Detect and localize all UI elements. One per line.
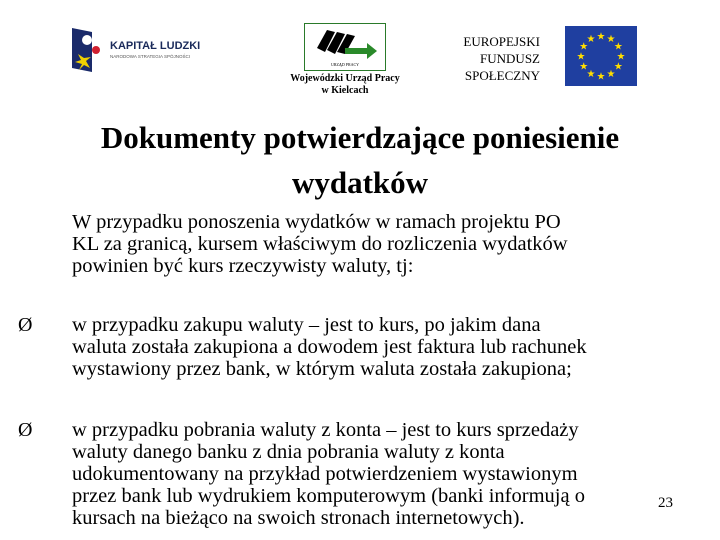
eu-star-icon: ★: [576, 51, 586, 63]
eu-star-icon: ★: [579, 41, 589, 53]
efs-line3: SPOŁECZNY: [464, 68, 540, 83]
eu-star-icon: ★: [579, 61, 589, 73]
intro-line: powinien być kurs rzeczywisty waluty, tj:: [72, 255, 414, 277]
eu-star-icon: ★: [613, 61, 623, 73]
bullet-line: w przypadku zakupu waluty – jest to kurs, po jakim dana: [72, 314, 541, 336]
bullet-line: waluta została zakupiona a dowodem jest faktura lub rachunek: [72, 336, 587, 358]
bullet-line: w przypadku pobrania waluty z konta – jest to kurs sprzedaży: [72, 419, 579, 441]
bullet-item: [72, 314, 692, 380]
title-line2: wydatków: [291, 165, 429, 200]
bullet-item: [72, 419, 692, 529]
eu-star-icon: ★: [616, 51, 626, 63]
eu-flag-icon: [565, 26, 637, 86]
intro-line: W przypadku ponoszenia wydatków w ramach projektu PO: [72, 211, 561, 233]
kapital-ludzki-logo: [72, 28, 212, 72]
efs-line2: FUNDUSZ: [480, 51, 540, 66]
bullet-line: wystawiony przez bank, w którym waluta została zakupiona;: [72, 358, 572, 380]
bullet-arrow-icon: Ø: [18, 419, 33, 441]
wup-small-label: URZĄD PRACY: [330, 62, 360, 67]
kapital-ludzki-emblem-icon: [72, 28, 106, 72]
eu-star-icon: ★: [586, 34, 596, 46]
efs-line1: EUROPEJSKI: [463, 34, 540, 49]
eu-star-icon: ★: [606, 34, 616, 46]
page-title: [0, 115, 720, 205]
title-line1: Dokumenty potwierdzające poniesienie: [100, 120, 620, 155]
wup-logo: [304, 23, 386, 71]
bullet-line: udokumentowany na przykład potwierdzeniem wystawionym: [72, 463, 578, 485]
bullet-line: kursach na bieżąco na swoich stronach internetowych).: [72, 507, 525, 529]
kapital-ludzki-title: KAPITAŁ LUDZKI: [110, 40, 201, 52]
intro-paragraph: [72, 211, 692, 277]
kapital-ludzki-subtitle: NARODOWA STRATEGIA SPÓJNOŚCI: [110, 54, 191, 59]
wup-caption-line1: Wojewódzki Urząd Pracy: [290, 73, 400, 84]
intro-line: KL za granicą, kursem właściwym do rozliczenia wydatków: [72, 233, 568, 255]
eu-star-icon: ★: [606, 68, 616, 80]
wup-arrow-icon: [305, 24, 385, 64]
bullet-arrow-icon: Ø: [18, 314, 33, 336]
wup-caption-line2: w Kielcach: [321, 85, 369, 96]
eu-star-icon: ★: [596, 31, 606, 43]
efs-label: [440, 33, 540, 84]
page-number: 23: [658, 495, 673, 511]
eu-star-icon: ★: [586, 68, 596, 80]
wup-caption: [280, 73, 410, 97]
bullet-line: waluty danego banku z dnia pobrania waluty z konta: [72, 441, 505, 463]
eu-star-icon: ★: [596, 71, 606, 83]
eu-star-icon: ★: [613, 41, 623, 53]
bullet-line: przez bank lub wydrukiem komputerowym (banki informują o: [72, 485, 585, 507]
